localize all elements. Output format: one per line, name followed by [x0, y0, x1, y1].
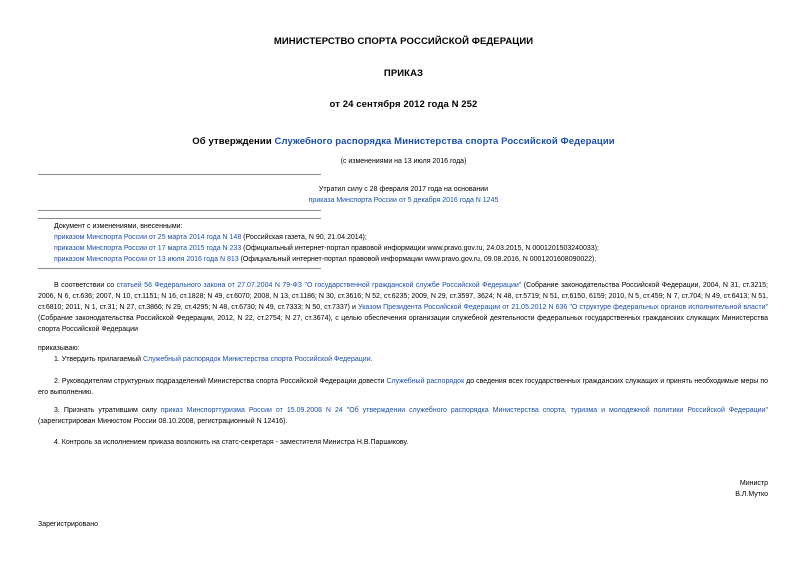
signature-block: [735, 478, 768, 500]
service-rules-short-link[interactable]: Служебный распорядок: [386, 378, 465, 385]
divider: [38, 218, 321, 219]
amendment-details: (Российская газета, N 90, 21.04.2014);: [241, 234, 367, 241]
lost-force-text: Утратил силу с 28 февраля 2017 года на основании: [318, 186, 489, 193]
divider: [38, 174, 321, 175]
presidential-decree-link[interactable]: Указом Президента Российской Федерации от 21.05.2012 N 636 "О структуре федеральных органов исполнительной власти": [358, 304, 768, 311]
amendment-details: (Официальный интернет-портал правовой информации www.pravo.gov.ru, 09.08.2016, N 0001201608090022).: [238, 256, 597, 263]
amendment-item: [54, 243, 794, 254]
signature-name: В.Л.Мутко: [735, 491, 768, 498]
doc-type-heading: ПРИКАЗ: [383, 68, 424, 79]
federal-law-link[interactable]: статьей 56 Федерального закона от 27.07.2004 N 79-ФЗ "О государственной гражданской службе Российской Федерации": [116, 282, 522, 289]
preamble-text: В соответствии со: [54, 282, 117, 289]
title-link[interactable]: Служебного распорядка Министерства спорта Российской Федерации: [274, 136, 615, 147]
document-title: [0, 136, 807, 147]
order-item-3: [38, 405, 768, 427]
lost-force-link[interactable]: приказа Минспорта России от 5 декабря 2016 года N 1245: [308, 197, 499, 204]
amendment-link[interactable]: приказом Минспорта России от 25 марта 2014 года N 148: [54, 234, 242, 241]
amendments-block: [54, 221, 794, 265]
amendment-item: [54, 232, 794, 243]
amendments-intro: Документ с изменениями, внесенными:: [54, 223, 183, 230]
ministry-heading: МИНИСТЕРСТВО СПОРТА РОССИЙСКОЙ ФЕДЕРАЦИИ: [273, 36, 534, 47]
item-text: до сведения всех государственных гражданских служащих и принять необходимые меры по его выполнению.: [38, 378, 768, 396]
item-text: .: [370, 356, 373, 363]
item-text: 2. Руководителям структурных подразделений Министерства спорта Российской Федерации довести: [54, 378, 387, 385]
amendment-link[interactable]: приказом Минспорта России от 17 марта 2015 года N 233: [54, 245, 242, 252]
order-item-1: [38, 354, 768, 365]
order-item-4: 4. Контроль за исполнением приказа возложить на статс-секретаря - заместителя Министра Н.В.Паршикову.: [54, 439, 409, 446]
preamble-text: (Собрание законодательства Российской Федерации, 2004, N 31, ст.3215; 2006, N 6, ст.636; 2007, N 10, ст.1151; N 16, ст.1828; N 49, ст.6070; 2008, N 13, ст.1186; N 30, ст.3616; N 52, ст.6235; 2009, N 29, ст.3597, 3624; N 48, ст.5719; N 51, ст.6150, 6159; 2010, N 5, ст.459; N 7, ст.704; N 49, ст.6413; N 51, ст.6810; 2011, N 1, ст.31; N 27, ст.3866; N 29, ст.4295; N 48, ст.6730; N 49, ст.7333; N 50, ст.7337) и: [38, 282, 768, 311]
title-prefix: Об утверждении: [192, 136, 275, 147]
divider: [38, 210, 321, 211]
order-word: приказываю:: [38, 345, 80, 352]
preamble-paragraph: [38, 280, 768, 335]
item-text: (зарегистрирован Минюстом России 08.10.2008, регистрационный N 12416).: [38, 418, 288, 425]
date-number-heading: от 24 сентября 2012 года N 252: [329, 99, 478, 110]
registered-label: Зарегистрировано: [38, 521, 98, 528]
lost-force-link-row: [0, 195, 807, 206]
signature-role: Министр: [739, 480, 768, 487]
order-item-2: [38, 376, 768, 398]
item-text: 1. Утвердить прилагаемый: [54, 356, 143, 363]
service-rules-link[interactable]: Служебный распорядок Министерства спорта Российской Федерации: [142, 356, 371, 363]
changes-note: (с изменениями на 13 июля 2016 года): [340, 158, 467, 165]
item-text: 3. Признать утратившим силу: [54, 407, 161, 414]
amendment-link[interactable]: приказом Минспорта России от 13 июля 2016 года N 813: [54, 256, 239, 263]
preamble-text: (Собрание законодательства Российской Федерации, 2012, N 22, ст.2754; N 27, ст.3674), с целью обеспечения организации служебной деятельности федеральных государственных гражданских служащих Министерства спорта Российской Федерации: [38, 315, 768, 333]
amendment-details: (Официальный интернет-портал правовой информации www.pravo.gov.ru, 24.03.2015, N 0001201503240033);: [241, 245, 599, 252]
divider: [38, 268, 321, 269]
repealed-order-link[interactable]: приказ Минспорттуризма России от 15.09.2008 N 24 "Об утверждении служебного распорядка Министерства спорта, туризма и молодежной политики Российской Федерации": [160, 407, 768, 414]
amendment-item: [54, 254, 794, 265]
